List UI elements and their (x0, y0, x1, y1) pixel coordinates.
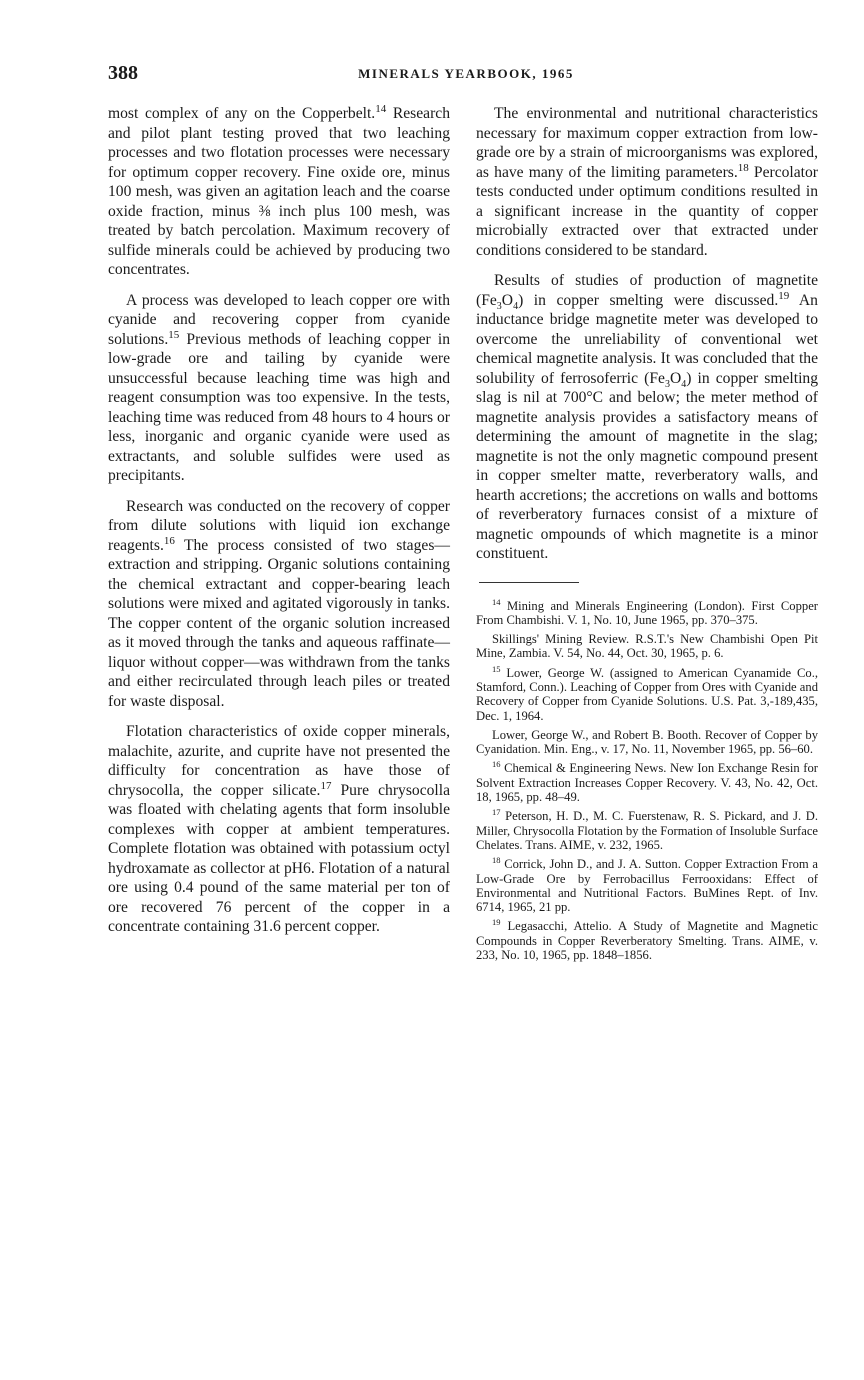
footnote-ref-15: 15 (168, 328, 180, 341)
footnote: $^{14}$ Mining and Minerals Engineering (London). First Copper From Chambishi. V. 1, No. 10, June 1965, pp. 370–375. (476, 596, 818, 627)
footnote-ref-16: 16 (163, 534, 175, 547)
page-header (108, 62, 824, 92)
footnote-ref-19: 19 (778, 289, 790, 302)
footnote-ref-18: 18 (737, 161, 749, 174)
page-number: 388 (108, 62, 138, 84)
footnote-ref-17: 17 (320, 779, 332, 792)
paragraph-magnetite: Results of studies of production of magnetite $(Fe_3O_4)$ in copper smelting were discussed.$^{19}$ An inductance bridge magnetite meter was developed to overcome the unreliability of conventional wet chemical magnetite analysis. It was concluded that the solubility of ferrosoferric $(Fe_3O_4)$ in copper smelting slag is nil at 700°C and below; the meter method of magnetite analysis provides a satisfactory means of determining the amount of magnetite in the slag; magnetite is not the only magnetic compound present in copper smelter matte, reverberatory walls, and hearth accretions; the accretions on walls and bottoms of reverberatory furnaces consist of a mixture of magnetic ompounds of which magnetite is a minor constituent. (476, 272, 819, 562)
paragraph-flotation: Flotation characteristics of oxide copper minerals, malachite, azurite, and cuprite have not presented the difficulty for concentration as have those of chrysocolla, the copper silicate.$^{17}$ Pure chrysocolla was floated with chelating agents that form insoluble complexes with copper at ambient temperatures. Complete flotation was obtained with potassium octyl hydroxamate as collector at pH6. Flotation of a natural ore using 0.4 pound of the same material per ton of ore recovered 76 percent of the copper in a concentrate containing 31.6 percent copper. (108, 723, 450, 935)
paragraph-cyanide-leach: A process was developed to leach copper ore with cyanide and recovering copper from cyanide solutions.$^{15}$ Previous methods of leaching copper in low-grade ore and tailing by cyanide were unsuccessful because leaching time was high and reagent consumption was too expensive. In the tests, leaching time was reduced from 48 hours to 4 hours or less, inorganic and organic cyanide were used as extractants, and soluble sulfides were used as precipitants. (108, 291, 450, 484)
footnote: $^{18}$ Corrick, John D., and J. A. Sutton. Copper Extraction From a Low-Grade Ore by Ferrobacillus Ferrooxidans: Effect of Environmental and Nutritional Factors. BuMines Rept. of Inv. 6714, 1965, 21 pp. (476, 855, 818, 915)
paragraph-copperbelt: most complex of any on the Copperbelt.$^{14}$ Research and pilot plant testing proved that two leaching processes and two flotation processes were necessary for optimum copper recovery. Fine oxide ore, minus 100 mesh, was given an agitation leach and the coarse oxide fraction, minus ⅜ inch plus 100 mesh, was treated by batch percolation. Maximum recovery of sulfide minerals could be achieved by producing two concentrates. (108, 102, 451, 278)
paragraph-ion-exchange: Research was conducted on the recovery of copper from dilute solutions with liquid ion exchange reagents.$^{16}$ The process consisted of two stages—extraction and stripping. Organic solutions containing the chemical extractant and copper-bearing leach solutions were mixed and agitated vigorously in tanks. The copper content of the organic solution increased as it moved through the tanks and aqueous raffinate—liquor without copper—was withdrawn from the tanks and either recirculated through leach piles or treated for waste disposal. (108, 497, 450, 710)
footnote: Lower, George W., and Robert B. Booth. Recover of Copper by Cyanidation. Min. Eng., v. 17, No. 11, November 1965, pp. 56–60. (476, 727, 818, 757)
footnote-ref-14: 14 (375, 102, 387, 115)
footnote-divider (479, 582, 579, 583)
footnote: $^{19}$ Legasacchi, Attelio. A Study of Magnetite and Magnetic Compounds in Copper Reverberatory Smelting. Trans. AIME, v. 233, No. 10, 1965, pp. 1848–1856. (476, 917, 818, 963)
footnote: $^{15}$ Lower, George W. (assigned to American Cyanamide Co., Stamford, Conn.). Leaching of Copper from Ores with Cyanide and Recovery of Copper from Cyanide Solutions. U.S. Pat. 3,-189,435, Dec. 1, 1964. (476, 663, 818, 723)
footnote: $^{17}$ Peterson, H. D., M. C. Fuerstenaw, R. S. Pickard, and J. D. Miller, Chrysocolla Flotation by the Formation of Insoluble Surface Chelates. Trans. AIME, v. 232, 1965. (476, 807, 818, 852)
footnotes (476, 596, 818, 963)
footnote: $^{16}$ Chemical & Engineering News. New Ion Exchange Resin for Solvent Extraction Increases Copper Recovery. V. 43, No. 42, Oct. 18, 1965, pp. 48–49. (476, 759, 818, 805)
footnote: Skillings' Mining Review. R.S.T.'s New Chambishi Open Pit Mine, Zambia. V. 54, No. 44, Oct. 30, 1965, p. 6. (476, 632, 818, 661)
left-column (108, 104, 450, 948)
running-title: MINERALS YEARBOOK, 1965 (358, 66, 574, 81)
paragraph-microorganisms: The environmental and nutritional characteristics necessary for maximum copper extraction from low-grade ore by a strain of microorganisms was explored, as have many of the limiting parameters.$^{18}$ Percolator tests conducted under optimum conditions resulted in a significant increase in the quantity of copper microbially extracted over that extracted under conditions considered to be standard. (476, 105, 818, 259)
right-column (476, 104, 818, 967)
